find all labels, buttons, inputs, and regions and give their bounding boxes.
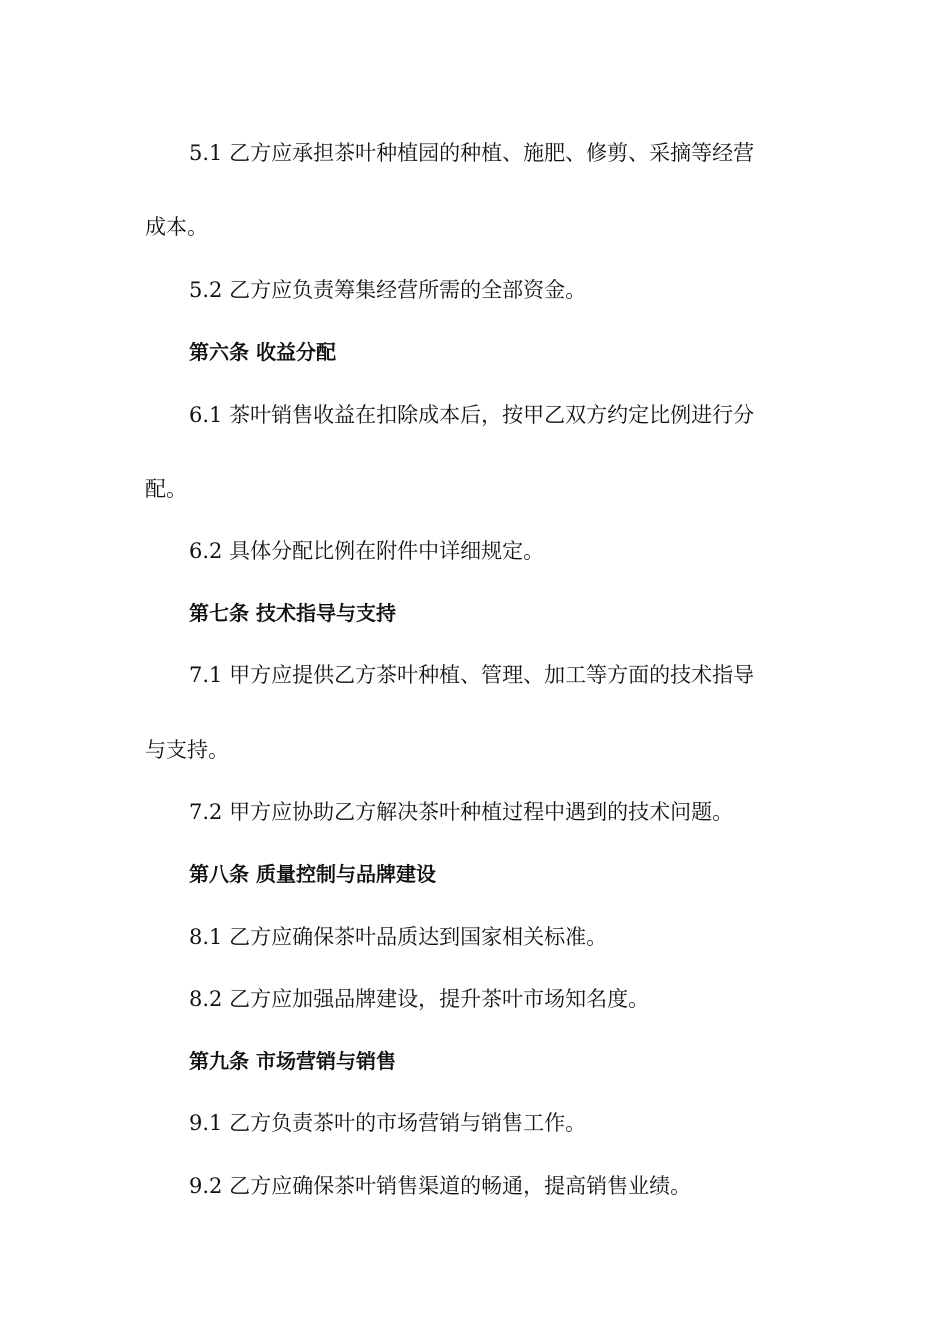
clause-6-1-line-1: 6.1 茶叶销售收益在扣除成本后，按甲乙双方约定比例进行分	[189, 403, 755, 427]
article-8-heading: 第八条 质量控制与品牌建设	[189, 862, 436, 886]
clause-6-1-line-2: 配。	[145, 477, 187, 501]
clause-5-1-line-2: 成本。	[145, 215, 208, 239]
clause-9-1: 9.1 乙方负责茶叶的市场营销与销售工作。	[189, 1111, 587, 1135]
clause-7-2: 7.2 甲方应协助乙方解决茶叶种植过程中遇到的技术问题。	[189, 800, 734, 824]
article-9-heading: 第九条 市场营销与销售	[189, 1049, 396, 1073]
clause-8-2: 8.2 乙方应加强品牌建设，提升茶叶市场知名度。	[189, 987, 650, 1011]
clause-9-2: 9.2 乙方应确保茶叶销售渠道的畅通，提高销售业绩。	[189, 1174, 692, 1198]
article-7-heading: 第七条 技术指导与支持	[189, 601, 396, 625]
clause-5-2: 5.2 乙方应负责筹集经营所需的全部资金。	[189, 278, 587, 302]
clause-7-1-line-1: 7.1 甲方应提供乙方茶叶种植、管理、加工等方面的技术指导	[189, 663, 755, 687]
clause-8-1: 8.1 乙方应确保茶叶品质达到国家相关标准。	[189, 925, 608, 949]
article-6-heading: 第六条 收益分配	[189, 340, 336, 364]
clause-6-2: 6.2 具体分配比例在附件中详细规定。	[189, 539, 545, 563]
clause-5-1-line-1: 5.1 乙方应承担茶叶种植园的种植、施肥、修剪、采摘等经营	[189, 141, 755, 165]
clause-7-1-line-2: 与支持。	[145, 738, 229, 762]
